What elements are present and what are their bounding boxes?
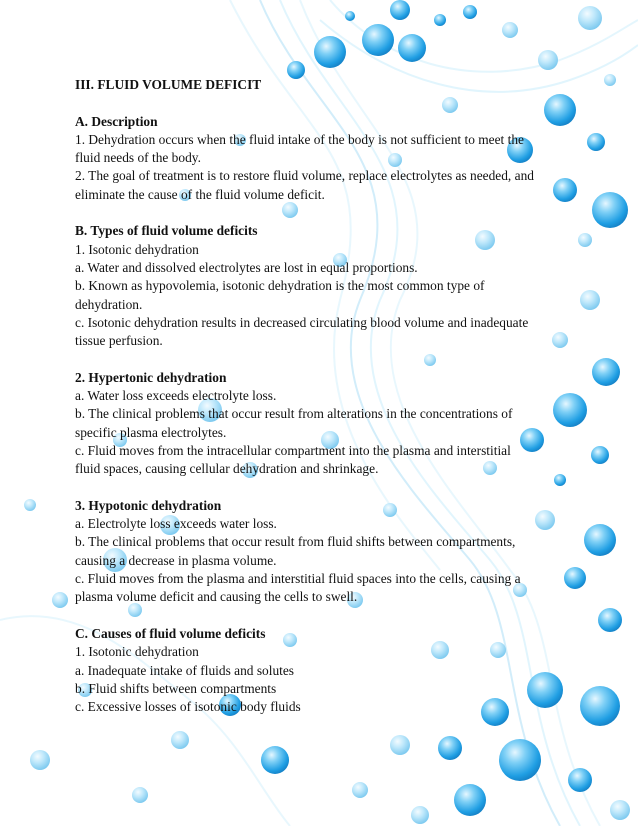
text-line: b. The clinical problems that occur result from alterations in the concentrations of [75,406,513,422]
text-line: dehydration. [75,296,143,312]
text-line: 1. Isotonic dehydration [75,644,199,660]
text-line: c. Fluid moves from the intracellular compartment into the plasma and interstitial [75,442,511,458]
page-title: III. FLUID VOLUME DEFICIT [75,77,262,92]
text-line: c. Fluid moves from the plasma and interstitial fluid spaces into the cells, causing a [75,571,521,587]
section-hypotonic [75,497,575,607]
text-line: 1. Dehydration occurs when the fluid intake of the body is not sufficient to meet the [75,131,524,147]
text-line: tissue perfusion. [75,333,163,349]
text-line: a. Water and dissolved electrolytes are lost in equal proportions. [75,259,418,275]
text-line: b. The clinical problems that occur result from fluid shifts between compartments, [75,534,516,550]
section-types [75,222,575,350]
text-line: b. Known as hypovolemia, isotonic dehydration is the most common type of [75,278,485,294]
section-hypertonic [75,369,575,479]
section-heading: B. Types of fluid volume deficits [75,223,258,239]
text-line: causing a decrease in plasma volume. [75,552,277,568]
text-line: a. Water loss exceeds electrolyte loss. [75,388,277,404]
text-line: a. Inadequate intake of fluids and solutes [75,662,295,678]
section-heading: 3. Hypotonic dehydration [75,497,222,513]
section-description [75,113,575,204]
text-line: 2. The goal of treatment is to restore fluid volume, replace electrolytes as needed, and [75,168,534,184]
text-line: plasma volume deficit and causing the cells to swell. [75,589,358,605]
text-line: fluid needs of the body. [75,150,201,166]
text-line: fluid spaces, causing cellular dehydration and shrinkage. [75,461,379,477]
document-body [75,76,575,716]
text-line: eliminate the cause of the fluid volume deficit. [75,186,325,202]
text-line: c. Isotonic dehydration results in decreased circulating blood volume and inadequate [75,314,529,330]
section-heading: 2. Hypertonic dehydration [75,369,227,385]
text-line: c. Excessive losses of isotonic body fluids [75,699,301,715]
section-heading: A. Description [75,113,158,129]
section-causes [75,625,575,716]
text-line: b. Fluid shifts between compartments [75,680,277,696]
text-line: 1. Isotonic dehydration [75,241,199,257]
text-line: a. Electrolyte loss exceeds water loss. [75,516,277,532]
section-heading: C. Causes of fluid volume deficits [75,625,266,641]
text-line: specific plasma electrolytes. [75,424,227,440]
